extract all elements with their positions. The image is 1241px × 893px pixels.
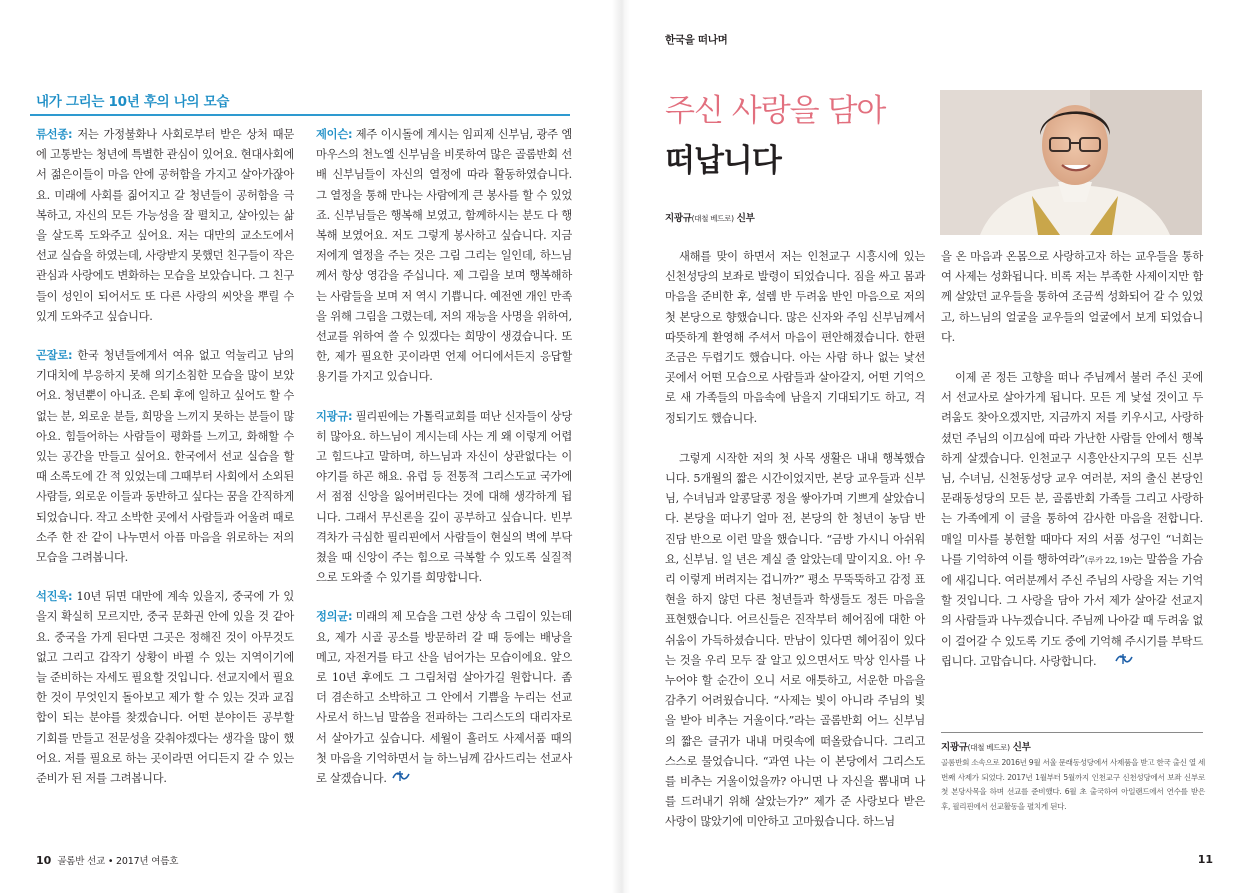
article-paragraph: 새해를 맞이 하면서 저는 인천교구 시흥시에 있는 신천성당의 보좌로 발령이 되었습니다. 짐을 싸고 몸과 마음을 준비한 후, 설렘 반 두려움 반인 마음으로 저의 첫 본당으로 향했습니다. 많은 신자와 주임 신부님께서 따뜻하게 환영해 주셔서 마음이 편안해졌습니다. 한편 조금은 두렵기도 했습니다. 아는 사람 하나 없는 낯선 곳에서 어떤 모습으로 사람들과 살아갈지, 어떤 기억으로 새 가족들의 마음속에 남을지 기대되기도 하고, 걱정되기도 했습니다.: [665, 250, 925, 425]
entry-seok: [36, 587, 294, 789]
left-page: [0, 0, 620, 893]
right-page: [621, 0, 1241, 893]
entry-jason: [316, 125, 572, 388]
bio-name: [941, 739, 1030, 753]
article-column-b: [941, 247, 1203, 692]
chi-rho-signature-icon: [391, 769, 411, 789]
running-head: 한국을 떠나며: [665, 34, 728, 46]
article-column-a: [665, 247, 925, 853]
entry-jeong: [316, 607, 572, 789]
priest-portrait-photo: [940, 90, 1202, 235]
byline-baptismal: (대철 베드로): [691, 214, 734, 223]
entry-text: 저는 가정불화나 사회로부터 받은 상처 때문에 고통받는 청년에 특별한 관심이 있어요. 현대사회에서 젊은이들이 마음 안에 공허함을 가지고 살아가잖아요. 미래에 사회를 짊어지고 갈 청년들이 공허함을 극복하고, 자신의 모든 가능성을 잘 펼치고, 살아있는 삶을 살도록 도와주고 싶어요. 저는 대만의 교소도에서 선교 실습을 하였는데, 사랑받지 못했던 친구들이 작은 관심과 사랑에도 변화하는 모습을 보았습니다. 그 친구들이 성인이 되어서도 또 다른 사랑의 씨앗을 뿌릴 수 있게 도와주고 싶습니다.: [36, 128, 294, 323]
entry-text: 필리핀에는 가톨릭교회를 떠난 신자들이 상당히 많아요. 하느님이 계시는데 사는 게 왜 이렇게 어렵고 힘드냐고 말하며, 하느님과 자신이 상관없다는 이야기를 하곤 해요. 유럽 등 전통적 그리스도교 국가에서 점점 신앙을 잃어버린다는 것에 대해 생각하게 됩니다. 그래서 무신론을 깊이 공부하고 싶습니다. 빈부 격차가 극심한 필리핀에서 사람들이 현실의 벽에 부닥쳤을 때 신앙이 주는 힘으로 극복할 수 있도록 실질적으로 도와줄 수 있기를 희망합니다.: [316, 409, 572, 585]
byline-name: 지광규: [665, 213, 692, 224]
headline-line-1: 주신 사랑을 담아: [665, 93, 886, 129]
bio-name-text: 지광규: [941, 742, 968, 753]
paragraph-text: 이제 곧 정든 고향을 떠나 주님께서 불러 주신 곳에서 선교사로 살아가게 됩니다. 모든 게 낯설 것이고 두려움도 찾아오겠지만, 지금까지 저를 키우시고, 사랑하셨던 주님의 이끄심에 따라 가난한 사람들 안에서 행복하게 살겠습니다. 인천교구 시흥안산지구의 모든 신부님, 수녀님, 신천동성당 교우 여러분, 저의 출신 본당인 문래동성당의 모든 분, 골롬반회 가족들 그리고 사랑하는 가족에게 이 글을 통하여 감사한 마음을 전합니다. 매일 미사를 봉헌할 때마다 저의 서품 성구인 “너희는 나를 기억하여 이를 행하여라”: [941, 371, 1203, 566]
bio-role: 신부: [1009, 742, 1031, 753]
entry-text: 제주 이시돌에 계시는 임피제 신부님, 광주 엠마우스의 천노엘 신부님을 비롯하여 많은 골롬반회 선배 신부님들이 자신의 열정에 따라 활동하였습니다. 그 열정을 통해 만나는 사람에게 큰 봉사를 할 수 있었죠. 신부님들은 행복해 보였고, 함께하시는 분도 다 행복해 보였어요. 저도 그렇게 봉사하고 싶습니다. 지금 저에게 열정을 주는 것은 그림 그리는 일인데, 하느님께서 항상 영감을 주십니다. 제 그림을 보며 행복해하는 사람들을 보며 저 역시 기쁩니다. 예전엔 개인 만족을 위해 그림을 그렸는데, 저의 재능을 사명을 위하여, 선교를 위하여 쓸 수 있겠다는 희망이 생겼습니다. 또한, 제가 필요한 곳이라면 언제 어디에서든지 응답할 용기를 가지고 있습니다.: [316, 128, 572, 384]
page-number: 11: [1197, 853, 1213, 866]
entry-ryu: [36, 125, 294, 327]
scripture-reference: (루카 22, 19): [1084, 555, 1133, 565]
entry-ji: [316, 407, 572, 589]
speaker-name: 석진욱:: [36, 590, 73, 604]
speaker-name: 곤잘로:: [36, 349, 73, 363]
entry-text: 미래의 제 모습을 그런 상상 속 그림이 있는데요, 제가 시골 공소를 방문하러 갈 때 등에는 배낭을 메고, 자전거를 타고 산을 넘어가는 모습이에요. 앞으로 10년 후에도 그 그림처럼 살아가길 원합니다. 좀 더 겸손하고 소박하고 그 안에서 기쁨을 누리는 선교사로서 하느님 말씀을 전파하는 그리스도의 대리자로서 살아가고 싶습니다. 세월이 흘러도 사제서품 때의 첫 마음을 기억하면서 늘 하느님께 감사드리는 선교사로 살겠습니다.: [316, 610, 572, 786]
bio-divider: [941, 732, 1203, 733]
byline-role: 신부: [733, 213, 755, 224]
bio-baptismal: (대철 베드로): [967, 743, 1010, 752]
speaker-name: 지광규:: [316, 409, 353, 423]
speaker-name: 정의균:: [316, 610, 353, 624]
article-paragraph: [941, 368, 1203, 672]
chi-rho-signature-icon: [1100, 652, 1134, 672]
entry-text: 한국 청년들에게서 여유 없고 억눌리고 남의 기대치에 부응하지 못해 의기소침한 모습을 많이 보았어요. 청년뿐이 아니죠. 은퇴 후에 일하고 싶어도 할 수 없는 분, 외로운 분들, 희망을 느끼지 못하는 분들이 많아요. 힘들어하는 사람들이 평화를 느끼고, 화해할 수 있는 공간을 만들고 싶어요. 한국에서 선교 실습을 할 때 소록도에 간 적 있었는데 그때부터 사회에서 소외된 사람들, 외로운 이들과 동반하고 싶다는 꿈을 간직하게 되었습니다. 작고 소박한 곳에서 사람들과 어울려 때로 소주 한 잔 같이 나누면서 아픔 마음을 위로하는 저의 모습을 그려봅니다.: [36, 349, 294, 565]
paragraph-text: 는 말씀을 가슴에 새깁니다. 여러분께서 주신 주님의 사랑을 저는 기억할 것입니다. 그 사랑을 담아 가서 제가 살아갈 선교지의 사람들과 나누겠습니다. 주님께 나아갈 때 두려움 없이 걸어갈 수 있도록 기도 중에 기억해 주시기를 부탁드립니다. 고맙습니다. 사랑합니다.: [941, 552, 1203, 668]
section-divider: [30, 114, 570, 116]
section-title: 내가 그리는 10년 후의 나의 모습: [36, 94, 230, 110]
entry-text: 10년 뒤면 대만에 계속 있을지, 중국에 가 있을지 확실히 모르지만, 중국 문화권 안에 있을 것 같아요. 중국을 가게 된다면 그곳은 정해진 것이 아무것도 없고 그리고 갑작기 상황이 바뀔 수 있는 지역이기에 늘 준비하는 자세도 필요할 것입니다. 선교지에서 필요한 것이 무엇인지 돌아보고 제가 할 수 있는 것과 교집합이 되는 분야를 찾겠습니다. 어떤 분야이든 공부할 기회를 만들고 전문성을 갖춰야겠다는 생각을 많이 했어요. 저를 필요로 하는 곳이라면 어디든지 갈 수 있는 준비가 된 저를 그려봅니다.: [36, 590, 294, 786]
entry-gonzalo: [36, 346, 294, 568]
headline-line-2: 떠납니다: [665, 143, 781, 179]
article-paragraph: 그렇게 시작한 저의 첫 사목 생활은 내내 행복했습니다. 5개월의 짧은 시간이었지만, 본당 교우들과 신부님, 수녀님과 알콩달콩 정을 쌓아가며 기쁘게 살았습니다. 본당을 떠나기 얼마 전, 본당의 한 청년이 농담 반 진담 반으로 이런 말을 했습니다. “금방 가시니 아쉬워요, 신부님. 일 년은 계실 줄 알았는데 말이지요. 아! 우리 이렇게 버려지는 겁니까?” 평소 무뚝뚝하고 감정 표현을 하지 않던 다른 청년들과 학생들도 정든 마음을 표현했습니다. 어르신들은 진작부터 헤어짐에 대한 아쉬움이 가득하셨습니다. 만남이 있다면 헤어짐이 있다는 것을 우리 모두 잘 알고 있으면서도 막상 인사를 나누어야 할 순간이 오니 서로 애틋하고, 서운한 마음을 감추기 어려웠습니다. “사제는 빛이 아니라 주님의 빛을 받아 비추는 거울이다.”라는 골롬반회 어느 신부님의 짧은 글귀가 내내 머릿속에 떠올랐습니다. 그리고 스스로 물었습니다. “과연 나는 이 본당에서 그리스도를 비추는 거울이었을까? 아니면 나 자신을 뽐내며 나를 드러내기 위해 살았는가?” 제가 준 사랑보다 받은 사랑이 많았기에 미안하고 고마웠습니다. 하느님: [665, 451, 925, 829]
folio-left: [36, 853, 178, 867]
page-number: 10: [36, 854, 52, 867]
article-paragraph: 을 온 마음과 온몸으로 사랑하고자 하는 교우들을 통하여 사제는 성화됩니다. 비록 저는 부족한 사제이지만 함께 살았던 교우들을 통하여 조금씩 성화되어 갈 수 있었고, 하느님의 얼굴을 교우들의 얼굴에서 보게 되었습니다.: [941, 250, 1203, 344]
byline: [665, 210, 754, 224]
column-left-b: [316, 125, 572, 808]
publication-name: 골롬반 선교 • 2017년 여름호: [57, 856, 179, 867]
article-headline: [665, 86, 955, 186]
column-left-a: [36, 125, 294, 808]
bio-text: 골롬반회 소속으로 2016년 9월 서울 문래동성당에서 사제품을 받고 한국 출신 열 세 번째 사제가 되었다. 2017년 1월부터 5월까지 인천교구 신천성당에서 보좌 신부로 첫 본당사목을 하며 선교를 준비했다. 6월 초 출국하여 아일랜드에서 연수를 받은 후, 필리핀에서 선교활동을 펼치게 된다.: [941, 758, 1206, 811]
speaker-name: 류선종:: [36, 128, 73, 141]
speaker-name: 제이슨:: [316, 128, 353, 141]
